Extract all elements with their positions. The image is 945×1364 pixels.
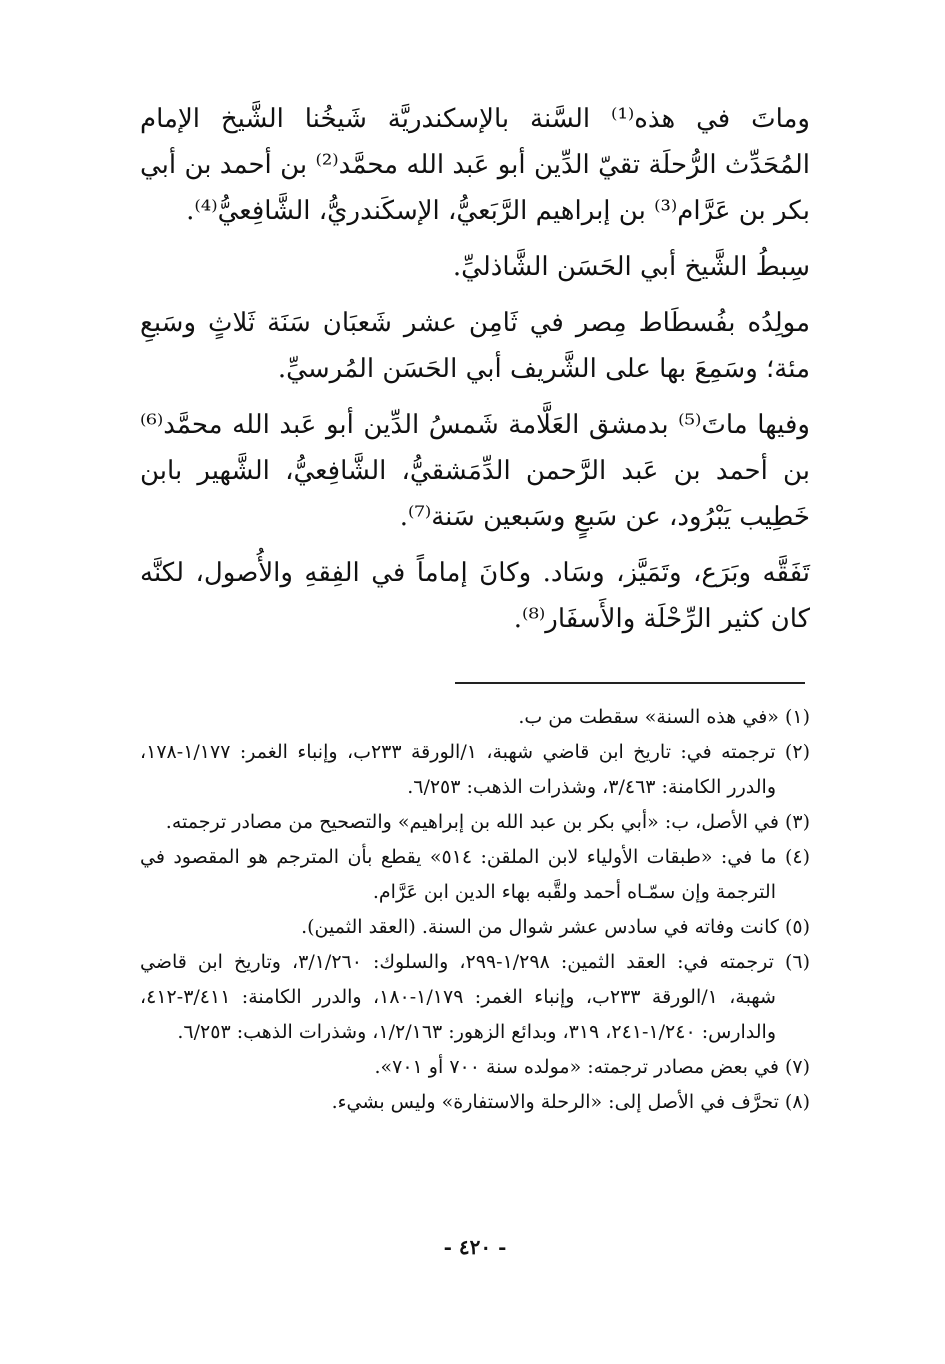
paragraph-grandson-shadhili: سِبطُ الشَّيخ أبي الحَسَن الشَّاذليِّ. [452, 252, 810, 282]
footnote-7: (٧) في بعض مصادر ترجمته: «مولده سنة ٧٠٠ أو ٧٠١». [374, 1056, 810, 1078]
footnotes-section [140, 700, 810, 1120]
footnote-5: (٥) كانت وفاته في سادس عشر شوال من السنة. (العقد الثمين). [301, 916, 810, 938]
footnote-separator [455, 682, 805, 684]
page-number: - ٤٢٠ - [443, 1235, 507, 1259]
footnote-1: (١) «في هذه السنة» سقطت من ب. [518, 706, 810, 728]
paragraph-scholarship: تَفَقَّه وبَرَع، وتَمَيَّز، وسَاد. وكانَ إماماً في الفِقهِ والأُصول، لكنَّه كان كثير الرِّحْلَة والأَسفَار⁽⁸⁾. [140, 558, 810, 634]
paragraph-birth-and-hearing: مولِدُه بفُسطَاط مِصر في ثَامِن عشر شَعبَان سَنَة ثَلاثٍ وسَبعِ مئة؛ وسَمِعَ بها على الشَّريف أبي الحَسَن المُرسيِّ. [140, 308, 810, 384]
paragraph-death-taqi-al-din: وماتَ في هذه⁽¹⁾ السَّنة بالإسكندريَّة شَيخُنا الشَّيخ الإمام المُحَدِّث الرُّحلَة تقيّ الدِّين أبو عَبد الله محمَّد⁽²⁾ بن أحمد بن أبي بكر بن عَرَّام⁽³⁾ بن إبراهيم الرَّبَعيُّ، الإسكَندريُّ، الشَّافِعيُّ⁽⁴⁾. [140, 104, 811, 226]
footnote-6: (٦) ترجمته في: العقد الثمين: ١/٢٩٨-٢٩٩، والسلوك: ٣/١/٢٦٠، وتاريخ ابن قاضي شهبة، ١/الورقة ٢٣٣ب، وإنباء الغمر: ١/١٧٩-١٨٠، والدرر الكامنة: ٣/٤١١-٤١٢، والدارس: ١/٢٤٠-٢٤١، ٣١٩، وبدائع الزهور: ١/٢/١٦٣، وشذرات الذهب: ٦/٢٥٣. [140, 951, 810, 1043]
footnote-2: (٢) ترجمته في: تاريخ ابن قاضي شهبة، ١/الورقة ٢٣٣ب، وإنباء الغمر: ١/١٧٧-١٧٨، والدرر الكامنة: ٣/٤٦٣، وشذرات الذهب: ٦/٢٥٣. [140, 741, 810, 798]
main-text-body [140, 96, 810, 652]
footnote-8: (٨) تحرَّف في الأصل إلى: «الرحلة والاستفارة» وليس بشيء. [331, 1091, 810, 1113]
footnote-4: (٤) ما في: «طبقات الأولياء لابن الملقن: ٥١٤» يقطع بأن المترجم هو المقصود في الترجمة وإن سمّـاه أحمد ولقَّبه بهاء الدين ابن عَرَّام. [140, 846, 810, 903]
paragraph-death-shams-al-din: وفيها ماتَ⁽⁵⁾ بدمشق العَلَّامة شَمسُ الدِّين أبو عَبد الله محمَّد⁽⁶⁾ بن أحمد بن عَبد الرَّحمن الدِّمَشقيُّ، الشَّافِعيُّ، الشَّهير بابن خَطِيب يَبْرُود، عن سَبعٍ وسَبعين سَنة⁽⁷⁾. [140, 410, 810, 532]
footnote-3: (٣) في الأصل، ب: «أبي بكر بن عبد الله بن إبراهيم» والتصحيح من مصادر ترجمته. [165, 811, 810, 833]
